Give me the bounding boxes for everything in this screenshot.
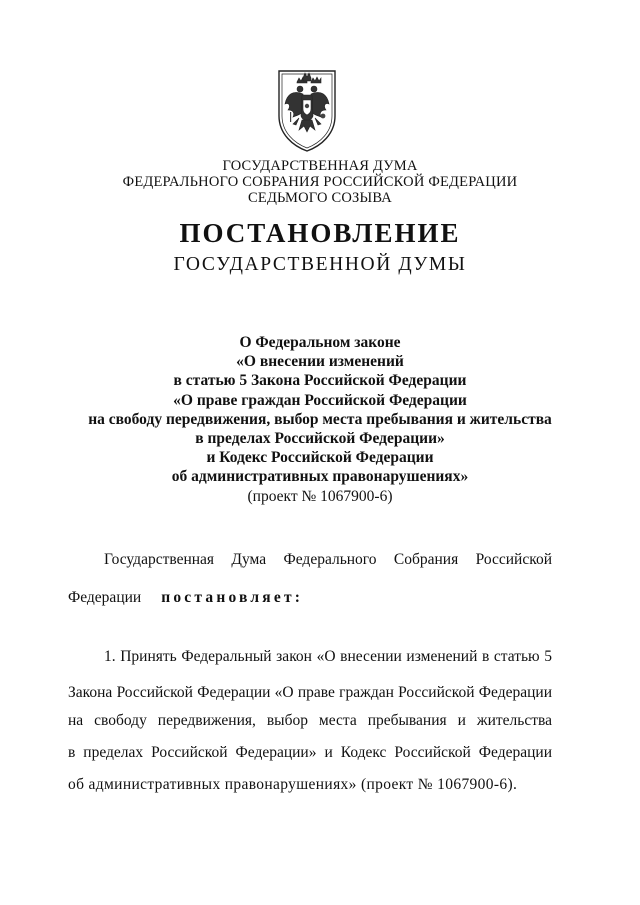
subject-line: в пределах Российской Федерации» xyxy=(195,430,445,448)
subject-line: об административных правонарушениях» xyxy=(171,468,469,486)
org-name-line-2: ФЕДЕРАЛЬНОГО СОБРАНИЯ РОССИЙСКОЙ ФЕДЕРАЦИИ xyxy=(122,174,518,190)
subject-line: в статью 5 Закона Российской Федерации xyxy=(173,372,467,390)
russian-coat-of-arms-icon xyxy=(275,68,339,154)
paragraph-1-line-3: на свободу передвижения, выбор места пребывания и жительства xyxy=(68,712,552,729)
preamble-resolves: постановляет: xyxy=(161,589,304,606)
paragraph-1-line-5: об административных правонарушениях» (проект № 1067900-6). xyxy=(68,776,518,793)
subject-line: «О праве граждан Российской Федерации xyxy=(173,391,467,409)
subject-line: О Федеральном законе xyxy=(239,334,401,351)
paragraph-1-line-4: в пределах Российской Федерации» и Кодекс Российской Федерации xyxy=(68,744,552,761)
document-subtitle: ГОСУДАРСТВЕННОЙ ДУМЫ xyxy=(173,254,467,275)
project-number: (проект № 1067900-6) xyxy=(247,487,393,505)
preamble-line-2 xyxy=(68,589,552,607)
document-title: ПОСТАНОВЛЕНИЕ xyxy=(179,218,461,248)
preamble-federation: Федерации xyxy=(68,589,142,606)
org-name-line-3: СЕДЬМОГО СОЗЫВА xyxy=(248,190,392,206)
subject-line: на свободу передвижения, выбор места пребывания и жительства xyxy=(88,410,552,428)
paragraph-1-line-1: 1. Принять Федеральный закон «О внесении изменений в статью 5 xyxy=(104,648,552,665)
subject-line: и Кодекс Российской Федерации xyxy=(206,449,434,467)
subject-line: «О внесении изменений xyxy=(236,353,404,371)
subject-block xyxy=(0,333,640,506)
org-name-line-1: ГОСУДАРСТВЕННАЯ ДУМА xyxy=(222,158,418,174)
paragraph-1-line-2: Закона Российской Федерации «О праве граждан Российской Федерации xyxy=(68,684,552,701)
preamble-line-1: Государственная Дума Федерального Собрания Российской xyxy=(104,551,552,568)
